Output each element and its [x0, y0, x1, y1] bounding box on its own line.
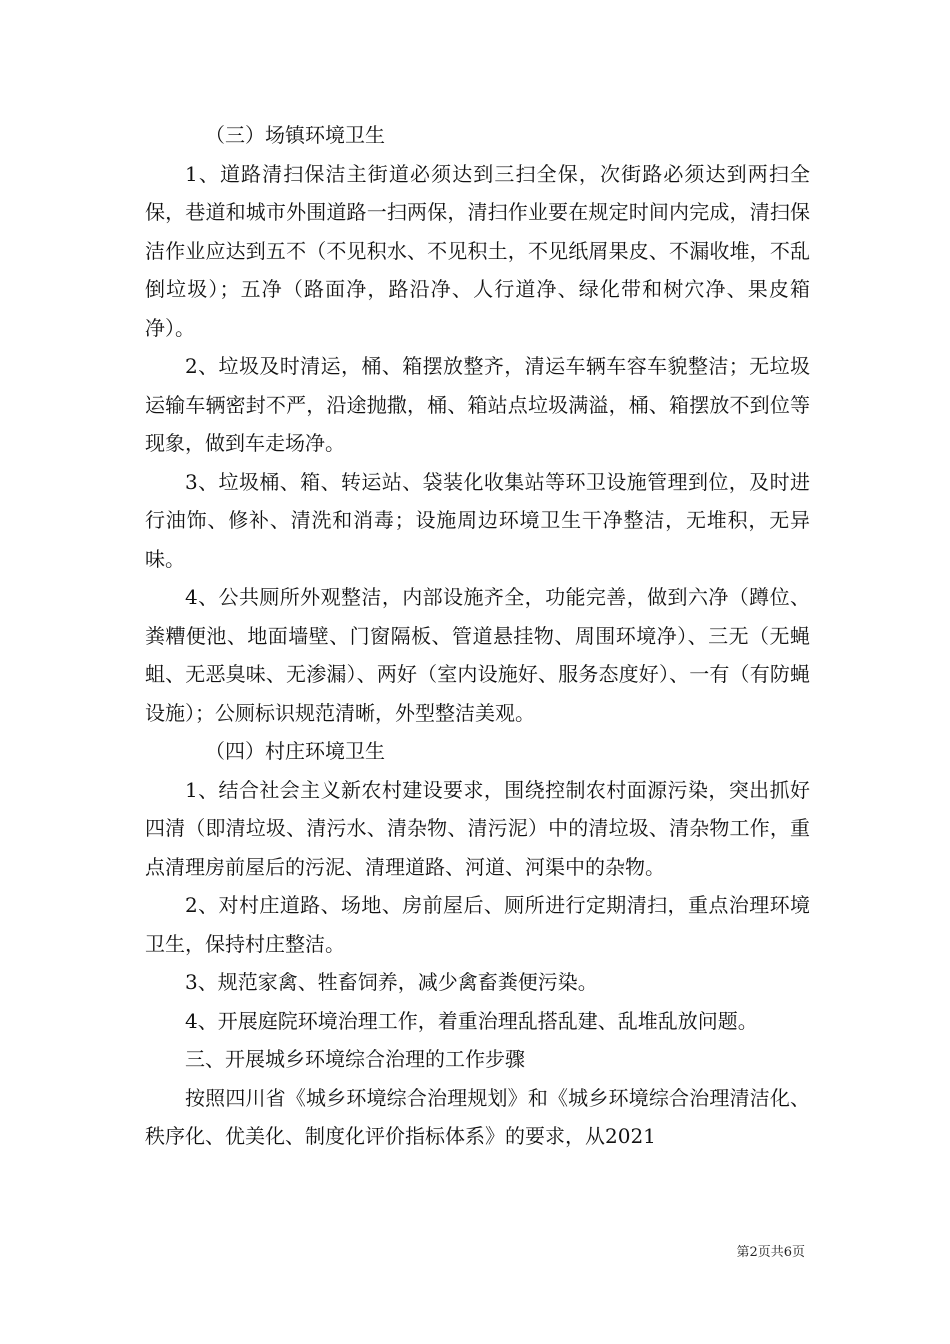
paragraph: 1、道路清扫保洁主街道必须达到三扫全保，次街路必须达到两扫全保，巷道和城市外围道路一扫两保，清扫作业要在规定时间内完成，清扫保洁作业应达到五不（不见积水、不见积土，不见纸屑果皮、不漏收堆，不乱倒垃圾）；五净（路面净，路沿净、人行道净、绿化带和树穴净、果皮箱净）。 [145, 161, 810, 340]
paragraph: 2、垃圾及时清运，桶、箱摆放整齐，清运车辆车容车貌整洁；无垃圾运输车辆密封不严，沿途抛撒，桶、箱站点垃圾满溢，桶、箱摆放不到位等现象，做到车走场净。 [145, 354, 810, 455]
section-heading-4: （四）村庄环境卫生 [205, 739, 385, 763]
paragraph: 按照四川省《城乡环境综合治理规划》和《城乡环境综合治理清洁化、秩序化、优美化、制度化评价指标体系》的要求，从2021 [145, 1085, 810, 1148]
section-heading-steps: 三、开展城乡环境综合治理的工作步骤 [185, 1047, 525, 1071]
paragraph: 4、开展庭院环境治理工作，着重治理乱搭乱建、乱堆乱放问题。 [185, 1008, 758, 1033]
paragraph: 4、公共厕所外观整洁，内部设施齐全，功能完善，做到六净（蹲位、粪糟便池、地面墙壁、门窗隔板、管道悬挂物、周围环境净）、三无（无蝇蛆、无恶臭味、无渗漏）、两好（室内设施好、服务态度好）、一有（有防蝇设施）；公厕标识规范清晰，外型整洁美观。 [145, 585, 810, 725]
paragraph: 2、对村庄道路、场地、房前屋后、厕所进行定期清扫，重点治理环境卫生，保持村庄整洁。 [145, 893, 810, 956]
paragraph: 1、结合社会主义新农村建设要求，围绕控制农村面源污染，突出抓好四清（即清垃圾、清污水、清杂物、清污泥）中的清垃圾、清杂物工作，重点清理房前屋后的污泥、清理道路、河道、河渠中的杂物。 [145, 777, 810, 879]
section-heading-3: （三）场镇环境卫生 [205, 123, 385, 147]
paragraph: 3、规范家禽、牲畜饲养，减少禽畜粪便污染。 [185, 970, 598, 994]
page-number: 第2页共6页 [736, 1245, 805, 1260]
paragraph: 3、垃圾桶、箱、转运站、袋装化收集站等环卫设施管理到位，及时进行油饰、修补、清洗和消毒；设施周边环境卫生干净整洁，无堆积，无异味。 [145, 469, 810, 571]
document-body [145, 116, 810, 1156]
